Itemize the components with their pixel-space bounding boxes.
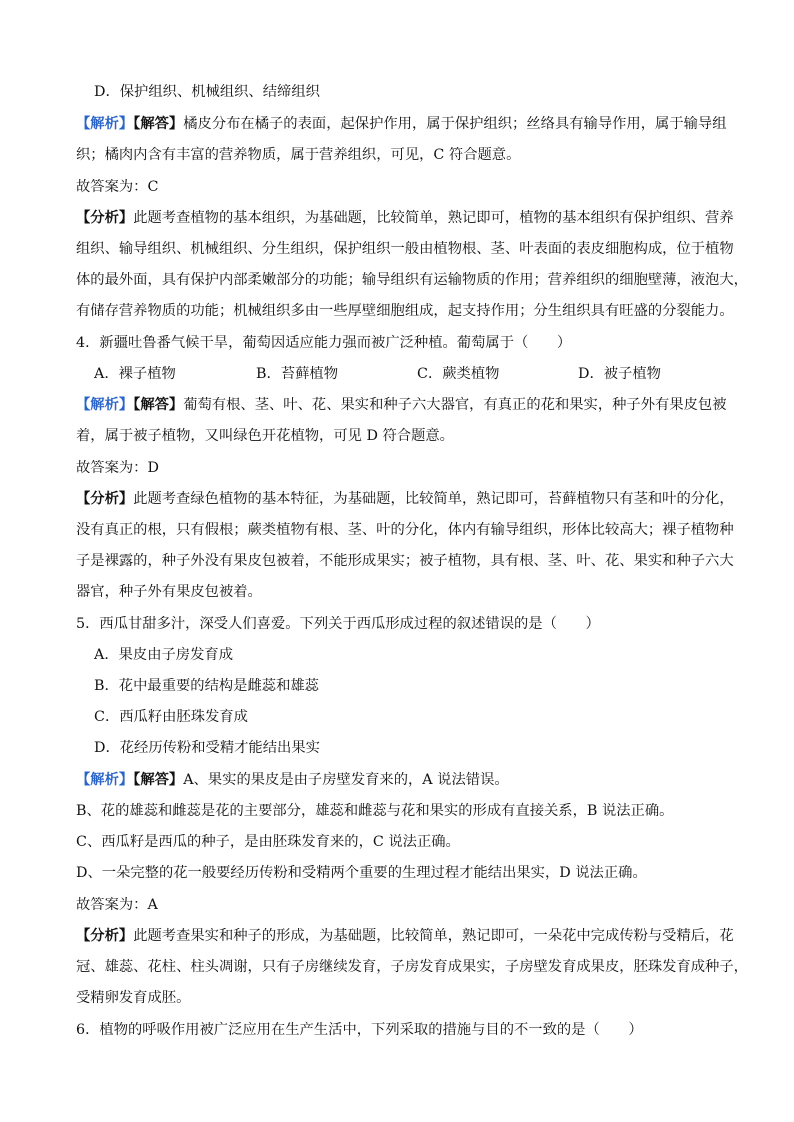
q5-jieda-line-b: B、花的雄蕊和雌蕊是花的主要部分，雄蕊和雌蕊与花和果实的形成有直接关系，B 说法正确。 [76,803,674,819]
q5-jieda-line-c: C、西瓜籽是西瓜的种子，是由胚珠发育来的，C 说法正确。 [76,834,460,850]
q5-option-c: C．西瓜籽由胚珠发育成 [94,709,248,725]
q5-jieda-text-a: A、果实的果皮是由子房壁发育来的，A 说法错误。 [183,772,509,788]
q3-jieda-line-1 [76,114,726,134]
q5-fenxi-line-2: 冠、雄蕊、花柱、柱头凋谢，只有子房继续发育，子房发育成果实，子房壁发育成果皮，胚珠发育成种子， [76,959,748,975]
q4-jieda-text-1: 葡萄有根、茎、叶、花、果实和种子六大器官，有真正的花和果实，种子外有果皮包被 [183,397,727,413]
jiexi-tag: 【解析】 [76,397,134,413]
jieda-tag: 【解答】 [133,116,184,132]
q5-jieda-line-a [76,770,726,790]
q5-fenxi-text-1: 此题考查果实和种子的形成，为基础题，比较简单，熟记即可，一朵花中完成传粉与受精后，花 [133,928,734,944]
jieda-tag: 【解答】 [133,772,184,788]
q3-answer: 故答案为：C [76,179,159,195]
q5-option-b: B．花中最重要的结构是雌蕊和雄蕊 [94,678,319,694]
q4-answer: 故答案为：D [76,460,159,476]
q4-jieda-line-2: 着，属于被子植物，又叫绿色开花植物，可见 D 符合题意。 [76,428,454,444]
q3-jieda-text-1: 橘皮分布在橘子的表面，起保护作用，属于保护组织；丝络具有输导作用，属于输导组 [183,116,727,132]
q3-fenxi-text-1: 此题考查植物的基本组织，为基础题，比较简单，熟记即可，植物的基本组织有保护组织、营养 [133,210,734,226]
q3-jieda-line-2: 织；橘肉内含有丰富的营养物质，属于营养组织，可见，C 符合题意。 [76,147,521,163]
q4-fenxi-line-3: 子是裸露的，种子外没有果皮包被着，不能形成果实；被子植物，具有根、茎、叶、花、果实和种子六大 [76,553,734,569]
fenxi-tag: 【分析】 [76,210,134,226]
q5-stem: 5．西瓜甘甜多汁，深受人们喜爱。下列关于西瓜形成过程的叙述错误的是（ ） [76,616,600,632]
q5-option-d: D．花经历传粉和受精才能结出果实 [94,740,320,756]
q4-stem: 4．新疆吐鲁番气候干旱，葡萄因适应能力强而被广泛种植。葡萄属于（ ） [76,335,572,351]
q4-option-c: C．蕨类植物 [417,366,500,382]
q5-fenxi-line-3: 受精卵发育成胚。 [76,990,191,1006]
q4-fenxi-line-4: 器官，种子外有果皮包被着。 [76,584,262,600]
q6-stem: 6．植物的呼吸作用被广泛应用在生产生活中，下列采取的措施与目的不一致的是（ ） [76,1022,643,1038]
q5-option-a: A．果皮由子房发育成 [94,647,233,663]
q3-fenxi-line-1 [76,208,734,228]
q4-option-d: D．被子植物 [578,366,661,382]
q4-option-b: B．苔藓植物 [256,366,338,382]
jiexi-tag: 【解析】 [76,772,134,788]
q5-jieda-line-d: D、一朵完整的花一般要经历传粉和受精两个重要的生理过程才能结出果实，D 说法正确。 [76,865,647,881]
q5-answer: 故答案为：A [76,897,158,913]
q4-fenxi-line-2: 没有真正的根，只有假根；蕨类植物有根、茎、叶的分化，体内有输导组织，形体比较高大；裸子植物种 [76,522,734,538]
fenxi-tag: 【分析】 [76,928,134,944]
q3-fenxi-line-4: 有储存营养物质的功能；机械组织多由一些厚壁细胞组成，起支持作用；分生组织具有旺盛的分裂能力。 [76,303,734,319]
q3-option-d: D．保护组织、机械组织、结缔组织 [94,84,320,100]
q4-fenxi-text-1: 此题考查绿色植物的基本特征，为基础题，比较简单，熟记即可，苔藓植物只有茎和叶的分化， [133,491,734,507]
q4-option-a: A．裸子植物 [94,366,176,382]
q3-fenxi-line-3: 体的最外面，具有保护内部柔嫩部分的功能；输导组织有运输物质的作用；营养组织的细胞壁薄，液泡大， [76,272,748,288]
q5-fenxi-line-1 [76,926,734,946]
jiexi-tag: 【解析】 [76,116,134,132]
q4-fenxi-line-1 [76,489,734,509]
q4-jieda-line-1 [76,395,726,415]
jieda-tag: 【解答】 [133,397,184,413]
fenxi-tag: 【分析】 [76,491,134,507]
q3-fenxi-line-2: 组织、输导组织、机械组织、分生组织，保护组织一般由植物根、茎、叶表面的表皮细胞构成，位于植物 [76,241,734,257]
